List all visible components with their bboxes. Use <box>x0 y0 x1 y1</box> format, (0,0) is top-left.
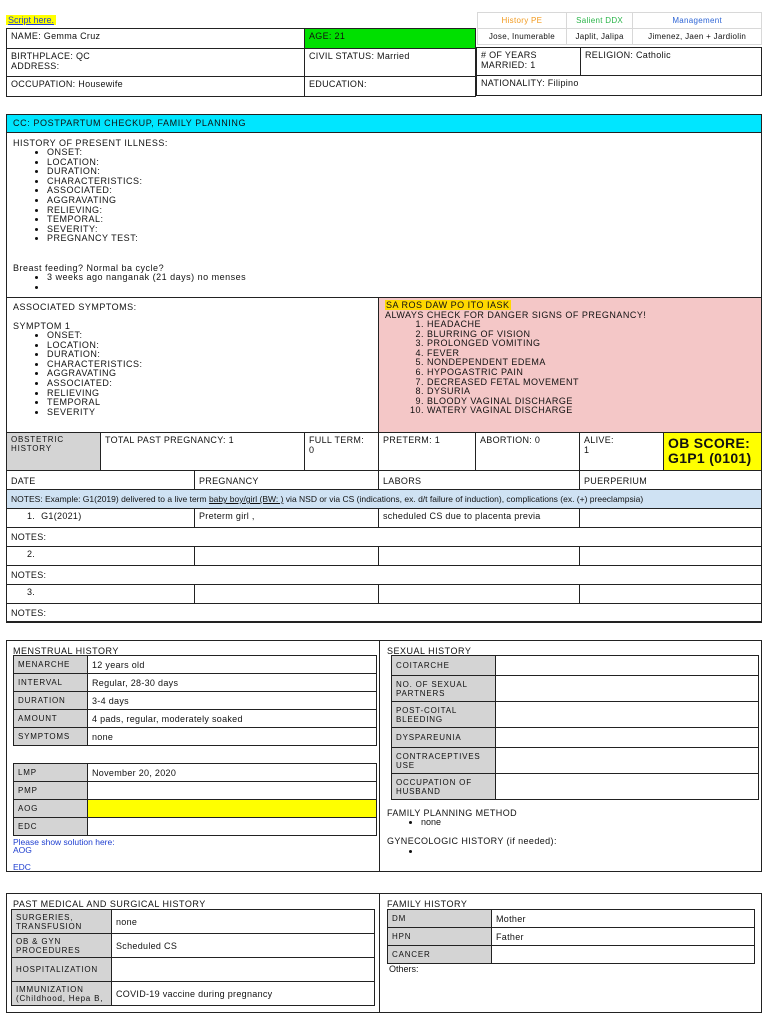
ob-score: OB SCORE: G1P1 (0101) <box>664 433 762 471</box>
notes-row <box>7 604 762 623</box>
history-section <box>6 114 762 622</box>
date-value: November 20, 2020 <box>88 764 377 782</box>
sexual-title: SEXUAL HISTORY <box>387 646 472 656</box>
hpi-item: • CHARACTERISTICS: <box>47 177 755 187</box>
family-others: Others: <box>389 964 419 974</box>
hpi-item: • RELIEVING: <box>47 206 755 216</box>
total-pregnancy: TOTAL PAST PREGNANCY: 1 <box>101 433 305 471</box>
civil-status: CIVIL STATUS: Married <box>305 49 476 77</box>
sexual-label-line: POST-COITAL <box>396 705 458 715</box>
sexual-label-line: NO. OF SEXUAL <box>396 679 468 689</box>
sexual-label <box>392 728 496 748</box>
sexual-row <box>392 702 759 728</box>
date-value <box>88 782 377 800</box>
hpi-item: • AGGRAVATING <box>47 196 755 206</box>
birthplace: BIRTHPLACE: QC <box>11 51 91 61</box>
danger-item: 7. DECREASED FETAL MOVEMENT <box>427 378 755 388</box>
puerperium-value <box>580 509 762 528</box>
menstrual-label: AMOUNT <box>14 710 88 728</box>
sexual-label <box>392 656 496 676</box>
danger-item: 5. NONDEPENDENT EDEMA <box>427 358 755 368</box>
menstrual-label: INTERVAL <box>14 674 88 692</box>
solution-prompt: Please show solution here: <box>13 837 115 847</box>
family-label: HPN <box>388 928 492 946</box>
pmh-label-line: TRANSFUSION <box>16 921 83 931</box>
hpi-item: • ASSOCIATED: <box>47 186 755 196</box>
sexual-value <box>496 656 759 676</box>
fp-value: • none <box>421 818 441 828</box>
hpi-item: • TEMPORAL: <box>47 215 755 225</box>
fp-title: FAMILY PLANNING METHOD <box>387 808 517 818</box>
header-puerperium: PUERPERIUM <box>580 471 762 490</box>
danger-item: 1. HEADACHE <box>427 320 755 330</box>
aog-solution: AOG <box>13 845 32 855</box>
demographics-table <box>6 28 476 97</box>
management-names: Jimenez, Jaen + Jardiolin <box>633 29 762 45</box>
pmh-label-line: SURGERIES, <box>16 912 74 922</box>
notes-label: NOTES: <box>7 604 762 623</box>
menstrual-value: none <box>88 728 377 746</box>
history-pe-header: History PE <box>478 13 567 29</box>
menstrual-label: SYMPTOMS <box>14 728 88 746</box>
danger-item: 2. BLURRING OF VISION <box>427 330 755 340</box>
danger-item: 9. BLOODY VAGINAL DISCHARGE <box>427 397 755 407</box>
menstrual-value: Regular, 28-30 days <box>88 674 377 692</box>
sexual-label-line: HUSBAND <box>396 786 441 796</box>
labors-value <box>379 547 580 566</box>
pmh-label-line: OB & GYN <box>16 936 62 946</box>
years-married: # OF YEARS MARRIED: 1 <box>477 48 581 76</box>
menstrual-value: 4 pads, regular, moderately soaked <box>88 710 377 728</box>
menstrual-title: MENSTRUAL HISTORY <box>13 646 119 656</box>
management-header: Management <box>633 13 762 29</box>
date-row <box>14 782 377 800</box>
sexual-label-line: CONTRACEPTIVES <box>396 751 481 761</box>
salient-ddx-header: Salient DDX <box>566 13 632 29</box>
pmh-row <box>12 958 375 982</box>
labors-value <box>379 585 580 604</box>
pregnancy-date <box>7 509 195 528</box>
birthplace-address <box>7 49 305 77</box>
assoc-title: ASSOCIATED SYMPTOMS: <box>13 302 137 312</box>
pmh-value <box>112 958 375 982</box>
family-label: CANCER <box>388 946 492 964</box>
gyn-title: GYNECOLOGIC HISTORY (if needed): <box>387 836 557 846</box>
sexual-row <box>392 774 759 800</box>
sexual-label <box>392 748 496 774</box>
pregnancy-date <box>7 585 195 604</box>
pregnancy-number: 2. <box>27 549 36 559</box>
pmh-value: COVID-19 vaccine during pregnancy <box>112 982 375 1006</box>
header-labors: LABORS <box>379 471 580 490</box>
assoc-item: • CHARACTERISTICS: <box>47 360 372 370</box>
full-term: FULL TERM: 0 <box>305 433 379 471</box>
chief-complaint: CC: POSTPARTUM CHECKUP, FAMILY PLANNING <box>7 115 761 133</box>
family-label: DM <box>388 910 492 928</box>
pregnancy-row <box>7 509 762 528</box>
menstrual-table <box>13 655 377 746</box>
menstrual-label: DURATION <box>14 692 88 710</box>
family-row <box>388 910 755 928</box>
sexual-label-line: COITARCHE <box>396 661 450 670</box>
sexual-label-line: OCCUPATION OF <box>396 777 472 787</box>
religion: RELIGION: Catholic <box>581 48 762 76</box>
notes-row <box>7 528 762 547</box>
pmh-label-line: IMMUNIZATION <box>16 984 84 994</box>
pregnancy-date-value: G1(2021) <box>41 511 82 521</box>
danger-title: SA ROS DAW PO ITO IASK <box>386 300 510 310</box>
pregnancy-value: Preterm girl , <box>195 509 379 528</box>
pmh-label <box>12 910 112 934</box>
menstrual-row <box>14 674 377 692</box>
hpi-answer: • 3 weeks ago nanganak (21 days) no menses <box>47 273 755 283</box>
pmh-row <box>12 982 375 1006</box>
pmh-row <box>12 910 375 934</box>
menstrual-label: MENARCHE <box>14 656 88 674</box>
gyn-list <box>387 847 424 857</box>
assoc-item: • RELIEVING <box>47 389 372 399</box>
pmh-table <box>11 909 375 1006</box>
present-illness <box>7 133 761 298</box>
header-date: DATE <box>7 471 195 490</box>
preterm: PRETERM: 1 <box>379 433 476 471</box>
script-note: Script here. <box>8 15 55 25</box>
sexual-row <box>392 656 759 676</box>
pmh-label-line: PROCEDURES <box>16 945 81 955</box>
menstrual-row <box>14 710 377 728</box>
assoc-item: • ONSET: <box>47 331 372 341</box>
sexual-row <box>392 728 759 748</box>
sexual-label <box>392 676 496 702</box>
pmh-label-line: (Childhood, Hepa B, <box>16 993 104 1003</box>
hpi-item: • ONSET: <box>47 148 755 158</box>
date-label: LMP <box>14 764 88 782</box>
gyn-value <box>421 847 424 857</box>
danger-item: 10. WATERY VAGINAL DISCHARGE <box>427 406 755 416</box>
sexual-label-line: USE <box>396 760 415 770</box>
date-label: EDC <box>14 818 88 836</box>
sexual-label-line: BLEEDING <box>396 714 443 724</box>
notes-label: NOTES: <box>7 528 762 547</box>
menstrual-history <box>7 641 380 871</box>
family-title: FAMILY HISTORY <box>387 899 468 909</box>
pregnancy-value <box>195 585 379 604</box>
danger-list <box>385 320 755 416</box>
assoc-item: • SEVERITY <box>47 408 372 418</box>
menstrual-sexual-section <box>6 640 762 872</box>
education: EDUCATION: <box>305 77 476 97</box>
pmh-label <box>12 982 112 1006</box>
menstrual-row <box>14 692 377 710</box>
family-table <box>387 909 755 964</box>
assoc-list <box>13 331 372 417</box>
patient-name: NAME: Gemma Cruz <box>7 29 305 49</box>
notes-label: NOTES: <box>7 566 762 585</box>
assoc-item: • TEMPORAL <box>47 398 372 408</box>
menstrual-value: 3-4 days <box>88 692 377 710</box>
sexual-value <box>496 774 759 800</box>
sexual-value <box>496 748 759 774</box>
dates-table <box>13 763 377 836</box>
header-pregnancy: PREGNANCY <box>195 471 379 490</box>
pregnancy-number: 3. <box>27 587 36 597</box>
puerperium-value <box>580 547 762 566</box>
notes-hint: NOTES: Example: G1(2019) delivered to a live term baby boy/girl (BW: ) via NSD or via CS (indications, ex. d/t failure of induction), complications (ex. (+) preeclampsia) <box>7 490 762 509</box>
hpi-answer <box>47 283 755 293</box>
pmh-value: none <box>112 910 375 934</box>
patient-age: AGE: 21 <box>305 29 476 49</box>
hpi-answers <box>13 273 755 292</box>
menstrual-row <box>14 656 377 674</box>
labors-value: scheduled CS due to placenta previa <box>379 509 580 528</box>
sexual-table <box>391 655 759 800</box>
pregnancy-row <box>7 585 762 604</box>
edc-solution: EDC <box>13 862 31 872</box>
alive: ALIVE: 1 <box>580 433 664 471</box>
danger-item: 4. FEVER <box>427 349 755 359</box>
sexual-label <box>392 774 496 800</box>
danger-signs <box>379 298 761 432</box>
assoc-item: • ASSOCIATED: <box>47 379 372 389</box>
date-label: PMP <box>14 782 88 800</box>
hpi-question: Breast feeding? Normal ba cycle? <box>13 262 165 273</box>
hpi-item: • LOCATION: <box>47 158 755 168</box>
sexual-row <box>392 748 759 774</box>
menstrual-value: 12 years old <box>88 656 377 674</box>
date-row <box>14 818 377 836</box>
family-row <box>388 928 755 946</box>
date-row <box>14 764 377 782</box>
obstetric-table <box>6 432 762 471</box>
danger-item: 3. PROLONGED VOMITING <box>427 339 755 349</box>
sexual-value <box>496 676 759 702</box>
occupation: OCCUPATION: Housewife <box>7 77 305 97</box>
family-value: Father <box>492 928 755 946</box>
pregnancy-value <box>195 547 379 566</box>
assignment-table <box>477 12 762 45</box>
history-pe-names: Jose, Inumerable <box>478 29 567 45</box>
pmh-label-line: HOSPITALIZATION <box>16 965 98 974</box>
hpi-list <box>13 148 755 244</box>
pmh-label <box>12 934 112 958</box>
hpi-title: HISTORY OF PRESENT ILLNESS: <box>13 138 168 148</box>
pmh-row <box>12 934 375 958</box>
assoc-item: • LOCATION: <box>47 341 372 351</box>
family-value: Mother <box>492 910 755 928</box>
family-row <box>388 946 755 964</box>
sexual-row <box>392 676 759 702</box>
pregnancy-table <box>6 470 762 623</box>
date-value <box>88 818 377 836</box>
abortion: ABORTION: 0 <box>476 433 580 471</box>
danger-item: 8. DYSURIA <box>427 387 755 397</box>
puerperium-value <box>580 585 762 604</box>
nationality: NATIONALITY: Filipino <box>477 76 762 96</box>
pregnancy-number: 1. <box>27 511 36 521</box>
assoc-item: • AGGRAVATING <box>47 369 372 379</box>
family-value <box>492 946 755 964</box>
pmh-label <box>12 958 112 982</box>
sexual-label-line: PARTNERS <box>396 688 446 698</box>
notes-row <box>7 566 762 585</box>
date-label: AOG <box>14 800 88 818</box>
danger-item: 6. HYPOGASTRIC PAIN <box>427 368 755 378</box>
menstrual-row <box>14 728 377 746</box>
fp-list <box>387 818 441 828</box>
assoc-item: • DURATION: <box>47 350 372 360</box>
pregnancy-date <box>7 547 195 566</box>
date-value <box>88 800 377 818</box>
hpi-item: • DURATION: <box>47 167 755 177</box>
hpi-item: • PREGNANCY TEST: <box>47 234 755 244</box>
pregnancy-row <box>7 547 762 566</box>
pmh-title: PAST MEDICAL AND SURGICAL HISTORY <box>13 899 206 909</box>
address: ADDRESS: <box>11 61 60 71</box>
sexual-label-line: DYSPAREUNIA <box>396 733 462 742</box>
demographics-right-table <box>476 47 762 96</box>
sexual-label <box>392 702 496 728</box>
salient-ddx-names: Japlit, Jalipa <box>566 29 632 45</box>
obstetric-label: OBSTETRIC HISTORY <box>7 433 101 471</box>
sexual-value <box>496 728 759 748</box>
sexual-value <box>496 702 759 728</box>
symptom-label: SYMPTOM 1 <box>13 321 71 331</box>
hpi-item: • SEVERITY: <box>47 225 755 235</box>
danger-subtitle: ALWAYS CHECK FOR DANGER SIGNS OF PREGNANCY! <box>385 310 647 320</box>
associated-symptoms <box>7 298 379 432</box>
date-row <box>14 800 377 818</box>
pmh-value: Scheduled CS <box>112 934 375 958</box>
pmh-family-section <box>6 893 762 1013</box>
